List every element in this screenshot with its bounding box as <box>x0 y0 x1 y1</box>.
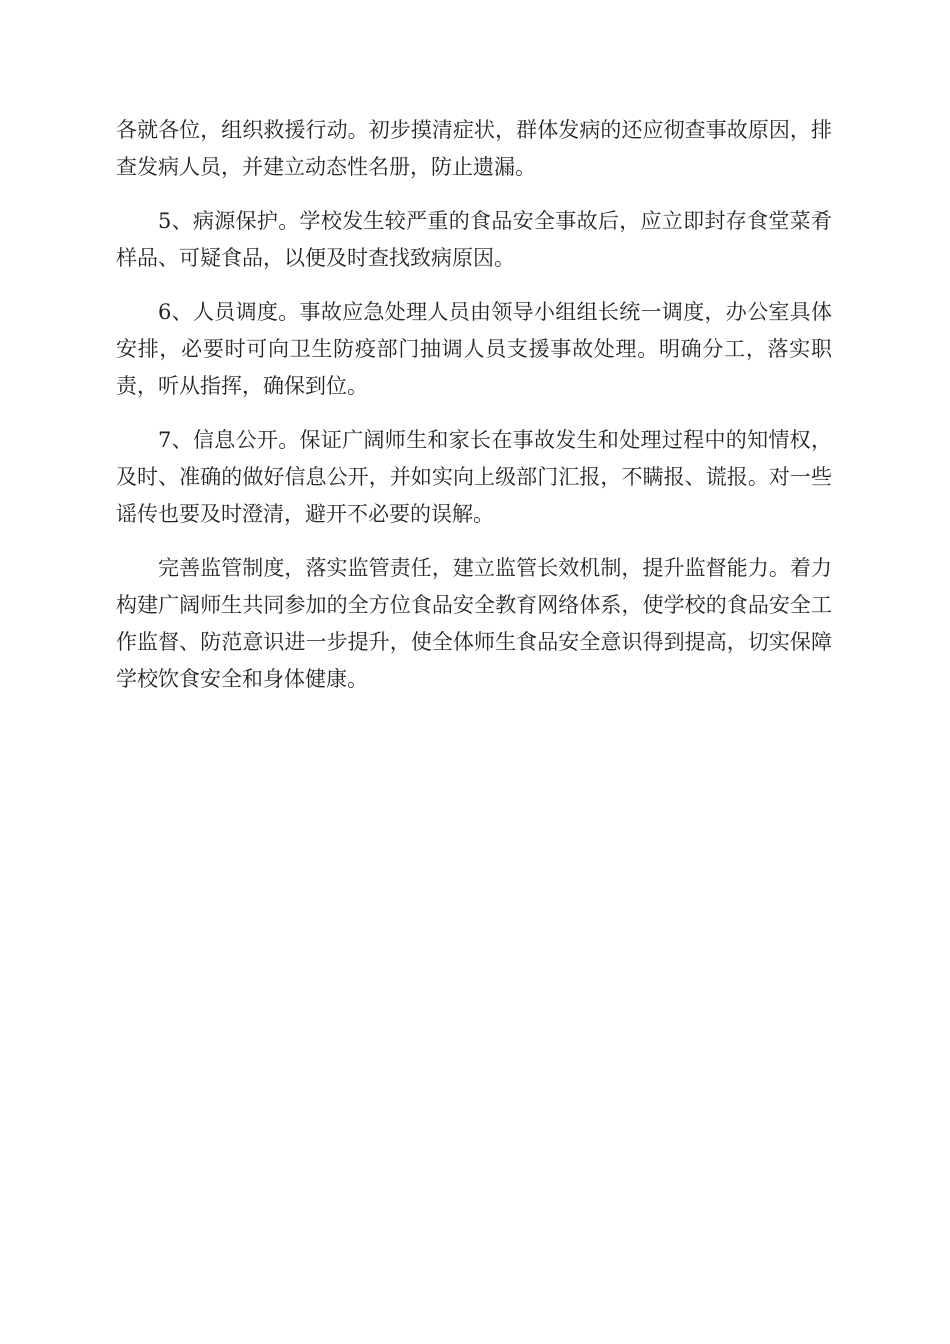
document-body <box>116 112 832 715</box>
paragraph-pathogen-protection: 5、病源保护。学校发生较严重的食品安全事故后，应立即封存食堂菜肴样品、可疑食品，以便及时查找致病原因。 <box>116 209 832 270</box>
paragraph-continuation: 各就各位，组织救援行动。初步摸清症状，群体发病的还应彻查事故原因，排查发病人员，并建立动态性名册，防止遗漏。 <box>116 118 832 179</box>
paragraph-information-disclosure: 7、信息公开。保证广阔师生和家长在事故发生和处理过程中的知情权，及时、准确的做好信息公开，并如实向上级部门汇报，不瞒报、谎报。对一些谣传也要及时澄清，避开不必要的误解。 <box>116 428 832 526</box>
paragraph-personnel-dispatch: 6、人员调度。事故应急处理人员由领导小组组长统一调度，办公室具体安排，必要时可向卫生防疫部门抽调人员支援事故处理。明确分工，落实职责，听从指挥，确保到位。 <box>116 300 832 398</box>
paragraph-supervision-system: 完善监管制度，落实监管责任，建立监管长效机制，提升监督能力。着力构建广阔师生共同参加的全方位食品安全教育网络体系，使学校的食品安全工作监督、防范意识进一步提升，使全体师生食品安全意识得到提高，切实保障学校饮食安全和身体健康。 <box>116 556 832 691</box>
